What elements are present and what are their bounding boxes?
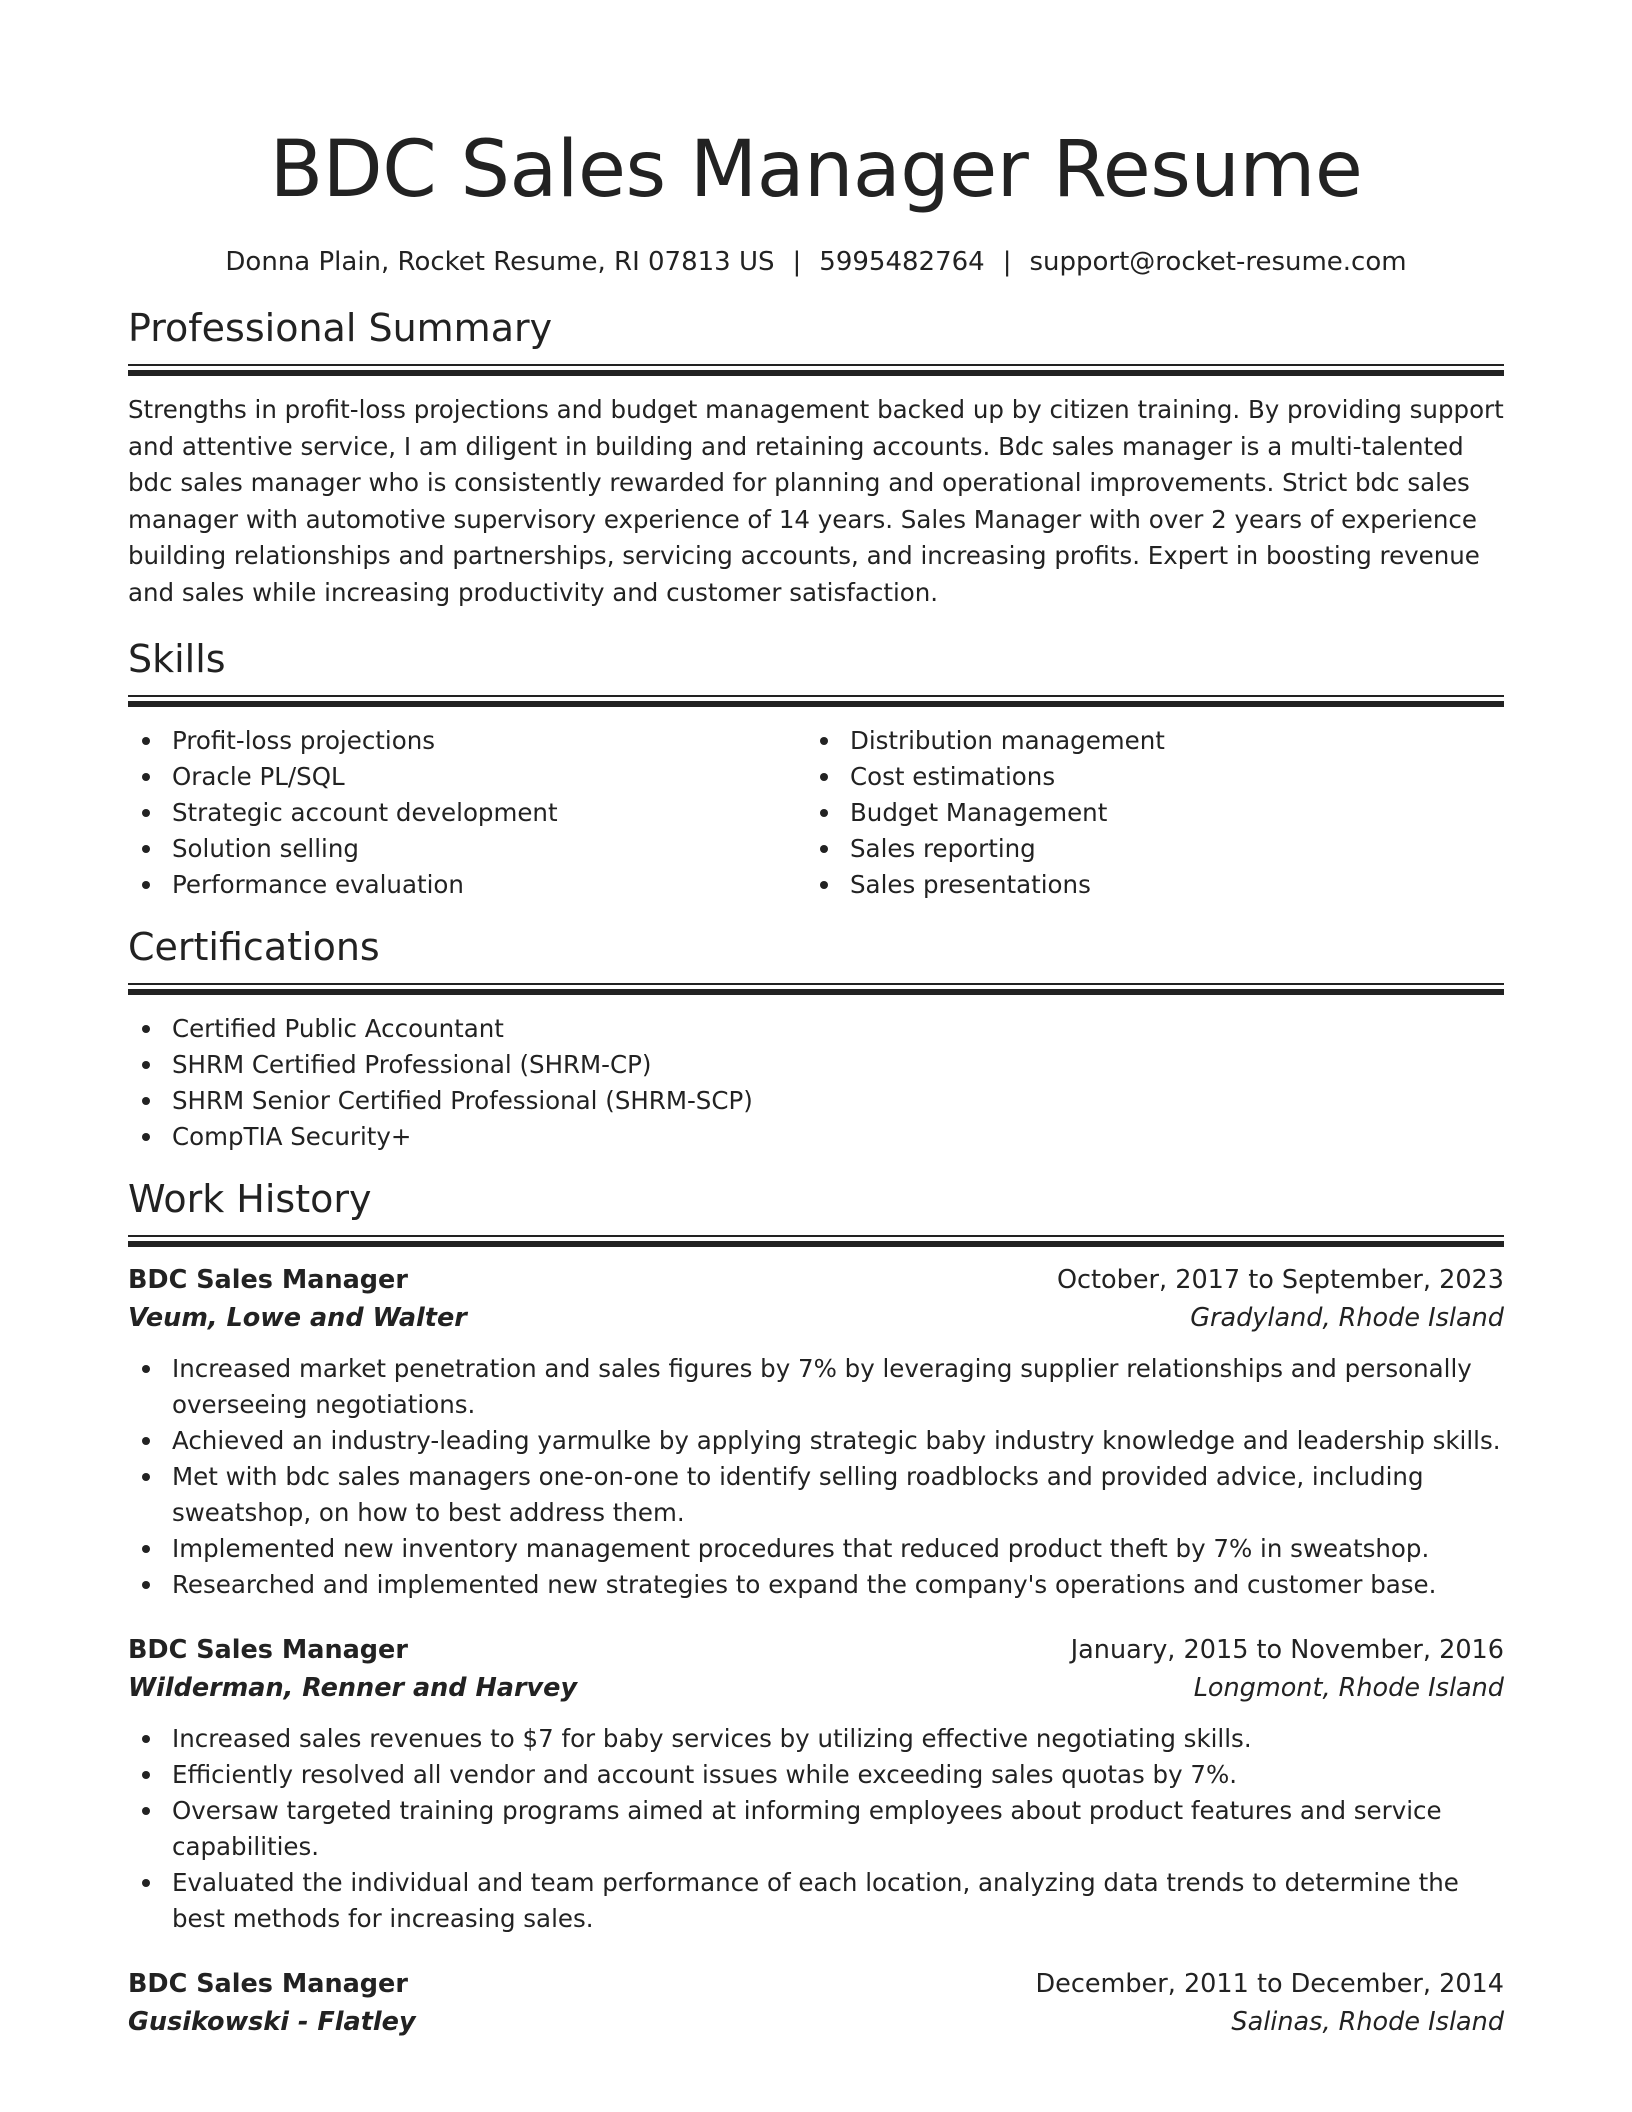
skill-item: Oracle PL/SQL: [128, 759, 806, 795]
job-company-row: [128, 1669, 1504, 1707]
section-rule-thick: [128, 370, 1504, 376]
job-dates: January, 2015 to November, 2016: [1070, 1635, 1504, 1665]
job-entry: [128, 1261, 1504, 1603]
job-bullets: [128, 1721, 1504, 1937]
section-rule: [128, 983, 1504, 985]
job-location: Salinas, Rhode Island: [1231, 2007, 1504, 2037]
skill-item: Sales presentations: [806, 867, 1484, 903]
skill-item: Performance evaluation: [128, 867, 806, 903]
job-company-row: [128, 1299, 1504, 1337]
job-company: Gusikowski - Flatley: [128, 2007, 416, 2037]
section-rule: [128, 364, 1504, 366]
job-header-row: [128, 1631, 1504, 1669]
section-rule-thick: [128, 989, 1504, 995]
contact-phone: 5995482764: [819, 247, 985, 277]
skill-item: Distribution management: [806, 723, 1484, 759]
contact-email: support@rocket-resume.com: [1029, 247, 1407, 277]
skills-left-list: [128, 723, 806, 903]
job-title: BDC Sales Manager: [128, 1969, 408, 1999]
job-bullet: Researched and implemented new strategies to expand the company's operations and customer base.: [128, 1567, 1504, 1603]
section-rule: [128, 695, 1504, 697]
contact-address: Donna Plain, Rocket Resume, RI 07813 US: [225, 247, 775, 277]
job-header-row: [128, 1965, 1504, 2003]
skill-item: Cost estimations: [806, 759, 1484, 795]
job-bullet: Increased sales revenues to $7 for baby services by utilizing effective negotiating skills.: [128, 1721, 1504, 1757]
job-bullets: [128, 1351, 1504, 1603]
job-title: BDC Sales Manager: [128, 1265, 408, 1295]
certifications-list: [128, 1011, 1504, 1155]
contact-separator: |: [792, 247, 802, 277]
skill-item: Solution selling: [128, 831, 806, 867]
job-bullet: Evaluated the individual and team performance of each location, analyzing data trends to determine the best methods for increasing sales.: [128, 1865, 1504, 1937]
section-rule: [128, 1235, 1504, 1237]
job-bullet: Met with bdc sales managers one-on-one to identify selling roadblocks and provided advice, including sweatshop, on how to best address them.: [128, 1459, 1504, 1531]
section-rule-thick: [128, 1241, 1504, 1247]
job-bullet: Increased market penetration and sales figures by 7% by leveraging supplier relationships and personally overseeing negotiations.: [128, 1351, 1504, 1423]
job-entry: [128, 1965, 1504, 2041]
job-bullet: Implemented new inventory management procedures that reduced product theft by 7% in sweatshop.: [128, 1531, 1504, 1567]
job-title: BDC Sales Manager: [128, 1635, 408, 1665]
section-rule-thick: [128, 701, 1504, 707]
job-location: Gradyland, Rhode Island: [1190, 1303, 1504, 1333]
certification-item: SHRM Senior Certified Professional (SHRM-SCP): [128, 1083, 1504, 1119]
section-heading: Certifications: [128, 925, 380, 969]
job-dates: October, 2017 to September, 2023: [1056, 1265, 1504, 1295]
job-bullet: Efficiently resolved all vendor and account issues while exceeding sales quotas by 7%.: [128, 1757, 1504, 1793]
skills-grid: [128, 723, 1504, 903]
job-company: Veum, Lowe and Walter: [128, 1303, 467, 1333]
resume-page: [128, 0, 1504, 2041]
certification-item: Certified Public Accountant: [128, 1011, 1504, 1047]
work-history-section: [128, 1173, 1504, 2041]
skill-item: Profit-loss projections: [128, 723, 806, 759]
skill-item: Strategic account development: [128, 795, 806, 831]
job-company-row: [128, 2003, 1504, 2041]
job-company: Wilderman, Renner and Harvey: [128, 1673, 578, 1703]
skill-item: Sales reporting: [806, 831, 1484, 867]
summary-text: Strengths in profit-loss projections and budget management backed up by citizen training. By providing support and attentive service, I am diligent in building and retaining accounts. Bdc sales manager is a multi-talented bdc sales manager who is consistently rewarded for planning and operational improvements. Strict bdc sales manager with automotive supervisory experience of 14 years. Sales Manager with over 2 years of experience building relationships and partnerships, servicing accounts, and increasing profits. Expert in boosting revenue and sales while increasing productivity and customer satisfaction.: [128, 395, 1504, 607]
certification-item: SHRM Certified Professional (SHRM-CP): [128, 1047, 1504, 1083]
summary-section: [128, 302, 1504, 611]
job-location: Longmont, Rhode Island: [1193, 1673, 1504, 1703]
certifications-section: [128, 921, 1504, 1155]
job-entry: [128, 1631, 1504, 1937]
contact-line: [128, 244, 1504, 280]
job-dates: December, 2011 to December, 2014: [1035, 1969, 1504, 1999]
skills-section: [128, 633, 1504, 903]
job-bullet: Oversaw targeted training programs aimed at informing employees about product features and service capabilities.: [128, 1793, 1504, 1865]
section-heading: Professional Summary: [128, 306, 553, 350]
skill-item: Budget Management: [806, 795, 1484, 831]
job-header-row: [128, 1261, 1504, 1299]
job-bullet: Achieved an industry-leading yarmulke by applying strategic baby industry knowledge and leadership skills.: [128, 1423, 1504, 1459]
skills-right-list: [806, 723, 1484, 903]
section-heading: Skills: [128, 637, 226, 681]
section-heading: Work History: [128, 1177, 372, 1221]
contact-separator: |: [1002, 247, 1012, 277]
certification-item: CompTIA Security+: [128, 1119, 1504, 1155]
resume-title: BDC Sales Manager Resume: [269, 125, 1363, 215]
